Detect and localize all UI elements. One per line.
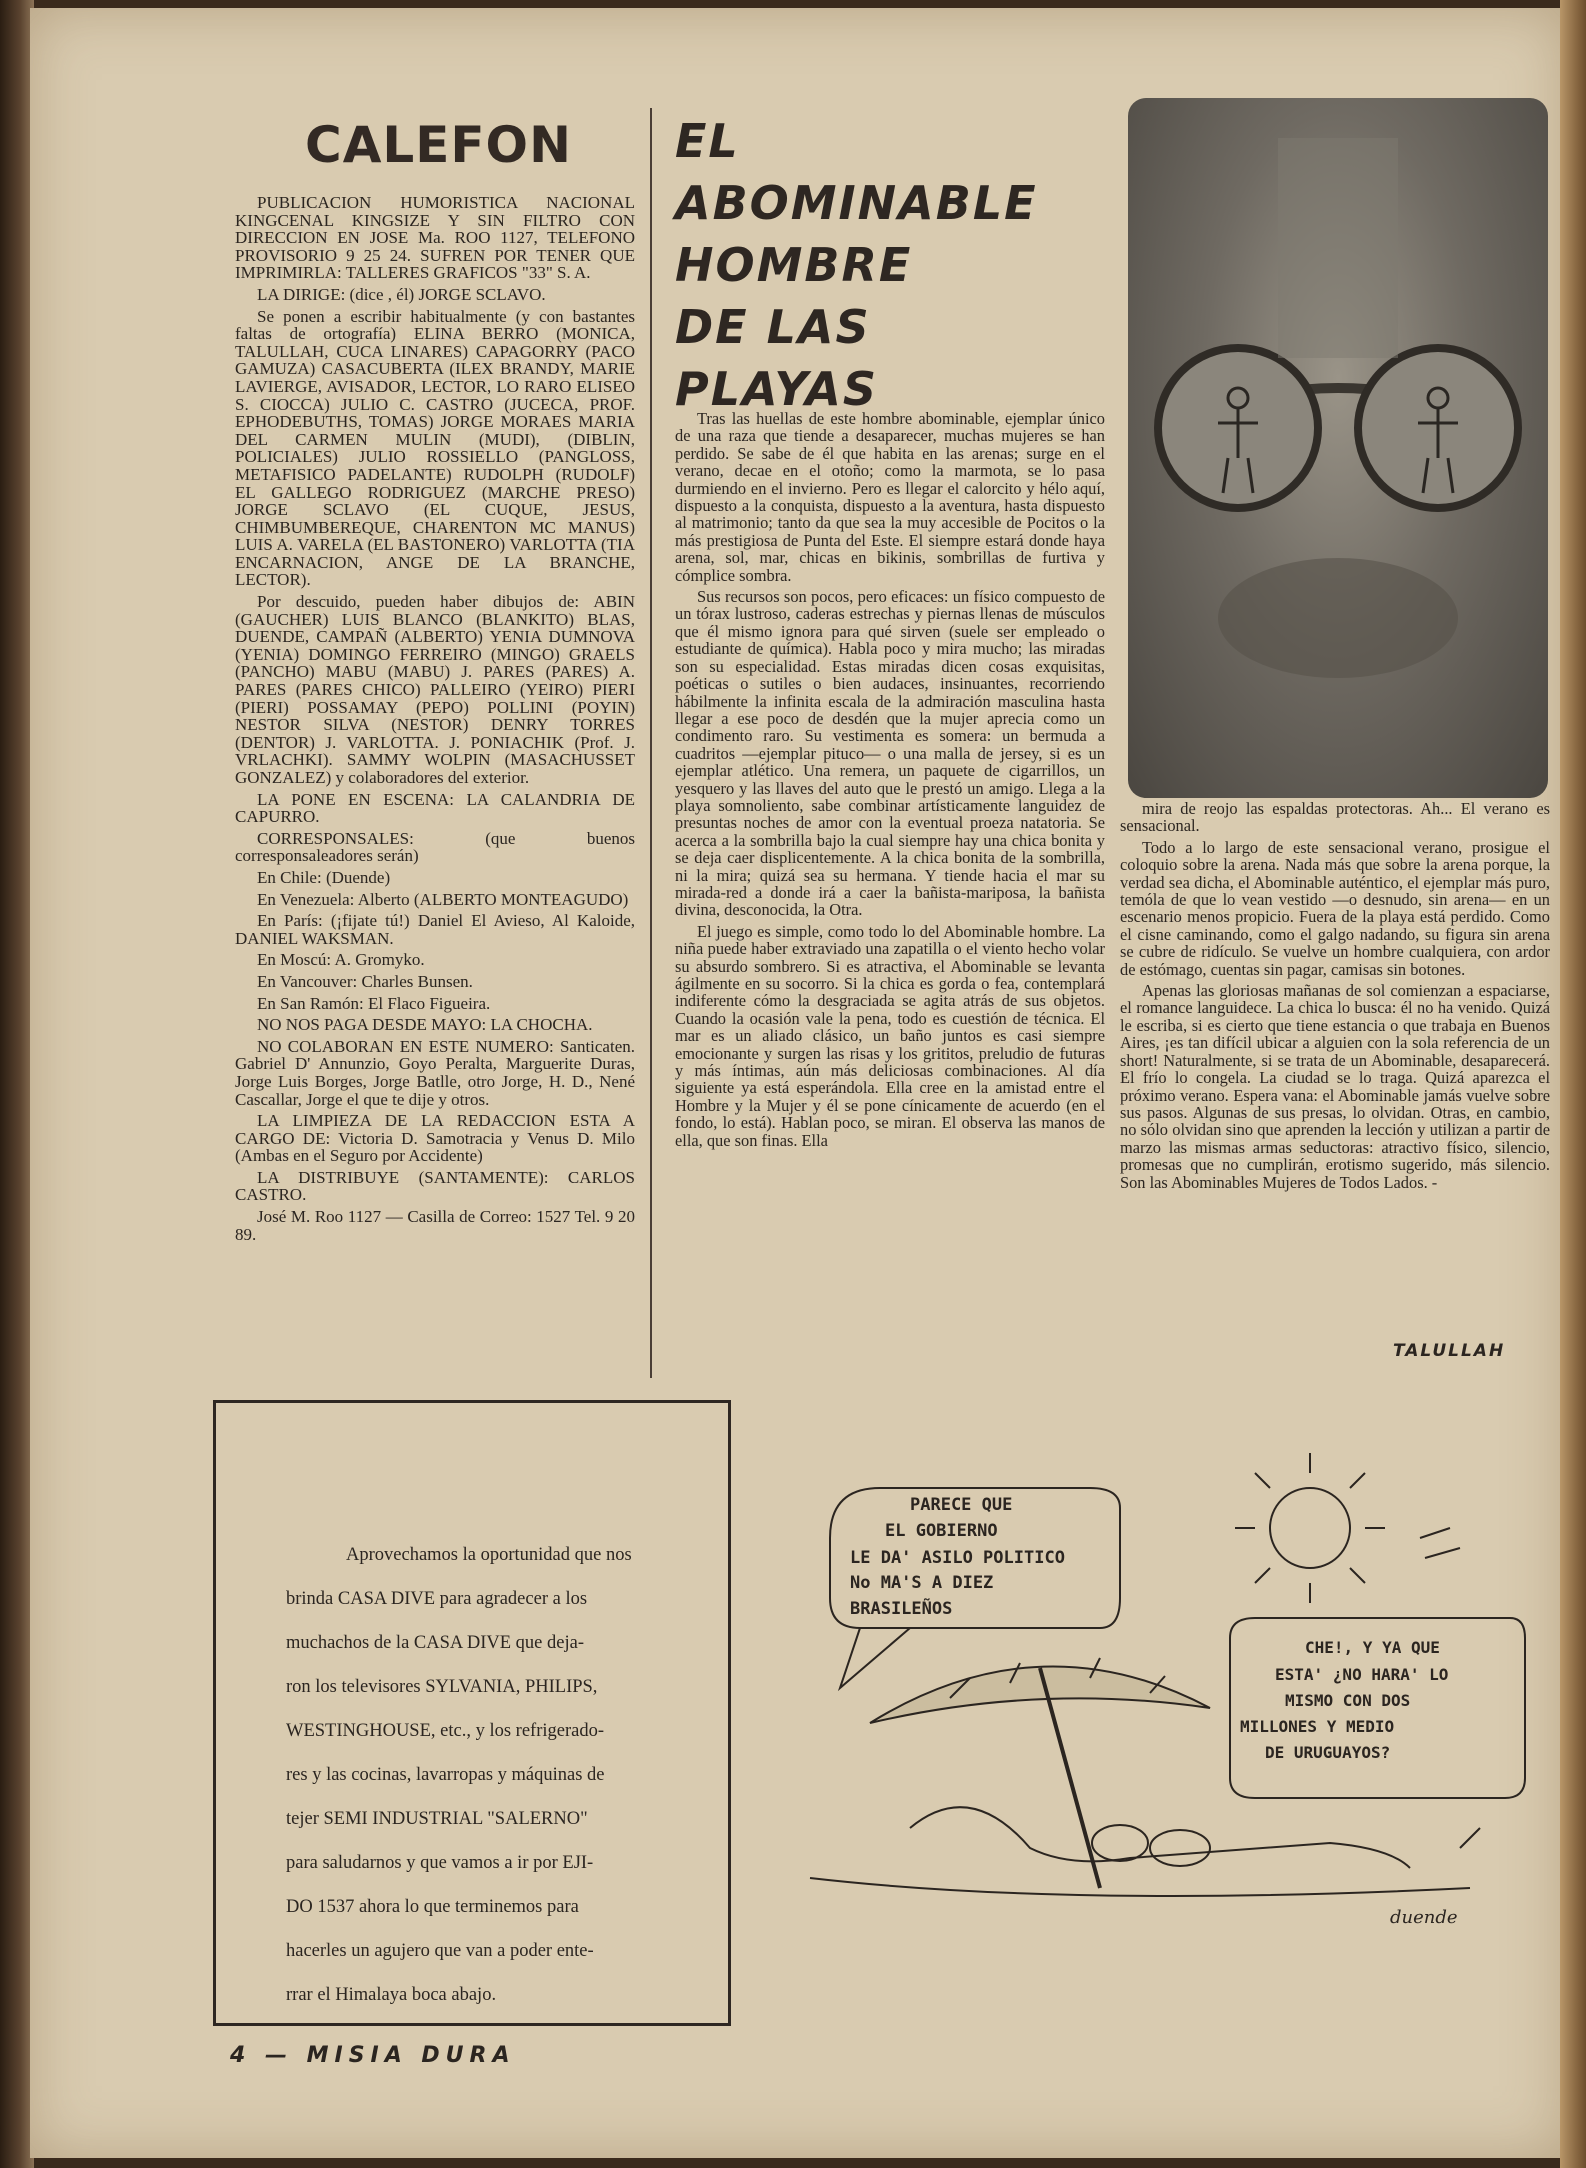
paragraph: Por descuido, pueden haber dibujos de: ABIN (GAUCHER) LUIS BLANCO (BLANKITO) BLAS, DUENDE, CAMPAÑ (ALBERTO) YENIA DUMNOVA (YENIA) DOMINGO FERREIRO (MINGO) GRAELS (PANCHO) MABU (MABU) J. PARES (PARES) A. PARES (PARES CHICO) PALLEIRO (YEIRO) PIERI (PIERI) POSSAMAY (PEPO) POLLINI (POYIN) NESTOR SILVA (NESTOR) DENRY TORRES (DENTOR) J. VARLOTTA. J. PONIACHIK (Prof. J. VRLACHKI). SAMMY WOLPIN (MASACHUSSET GONZALEZ) y colaboradores del exterior.	[235, 592, 635, 787]
paragraph: LA DIRIGE: (dice , él) JORGE SCLAVO.	[257, 284, 546, 304]
paragraph: NO COLABORAN EN ESTE NUMERO: Santicaten. Gabriel D' Annunzio, Goyo Peralta, Marguerite Duras, Jorge Luis Borges, Jorge Batlle, otro Jorge, H. D., Nené Cascallar, Jorge el que te dije y otros.	[235, 1036, 635, 1109]
magazine-page	[30, 8, 1565, 2158]
book-binding	[0, 0, 34, 2168]
paragraph: El juego es simple, como todo lo del Abominable hombre. La niña puede haber extraviado una zapatilla o el viento hecho volar su absurdo sombrero. Si es atractiva, el Abominable se levanta ágilmente en su socorro. Si la chica es gorda o fea, contemplará indiferente cómo la desgraciada se agita atrás de sus objetos. Cuando la ocasión vale la pena, todo es cuestión de técnica. El mar es un aliado clásico, un baño juntos es casi siempre emocionante y surgen las risas y los grititos, preludio de futuras y más íntimas, aún más deliciosas combinaciones. Al día siguiente ya está esperándola. Ella cree en la amistad entre el Hombre y la Mujer y él se pone cínicamente de acuerdo (en el fondo, lo está). Hablan poco, se miran. El observa las manos de ella, que son finas. Ella	[675, 921, 1105, 1150]
bubble-left-line: BRASILEÑOS	[850, 1599, 953, 1619]
page-edge	[1560, 0, 1586, 2168]
notice-line: para saludarnos y que vamos a ir por EJI-	[286, 1853, 594, 1873]
paragraph: En Chile: (Duende)	[257, 867, 391, 887]
article-headline	[675, 110, 1038, 420]
paragraph: mira de reojo las espaldas protectoras. Ah... El verano es sensacional.	[1120, 799, 1550, 836]
bubble-left-line: PARECE QUE	[910, 1495, 1013, 1515]
article-column-right	[1120, 800, 1550, 1195]
notice-line: ron los televisores SYLVANIA, PHILIPS,	[286, 1677, 598, 1697]
paragraph: LA DISTRIBUYE (SANTAMENTE): CARLOS CASTRO.	[235, 1167, 635, 1205]
article-column-middle	[675, 410, 1105, 1153]
author-signature: TALULLAH	[1393, 1341, 1506, 1361]
bubble-right-line: ESTA' ¿NO HARA' LO	[1275, 1665, 1449, 1684]
notice-line: rrar el Himalaya boca abajo.	[286, 1985, 497, 2005]
notice-line: DO 1537 ahora lo que terminemos para	[286, 1897, 579, 1917]
headline-line: PLAYAS	[675, 362, 878, 416]
paragraph: José M. Roo 1127 — Casilla de Correo: 1527 Tel. 9 20 89.	[235, 1207, 635, 1244]
thank-you-notice-box	[213, 1400, 731, 2026]
notice-line: hacerles un agujero que van a poder ente-	[286, 1941, 594, 1961]
paragraph: En Venezuela: Alberto (ALBERTO MONTEAGUDO)	[257, 889, 629, 909]
paragraph: En París: (¡fijate tú!) Daniel El Avieso, Al Kaloide, DANIEL WAKSMAN.	[235, 911, 635, 948]
notice-line: tejer SEMI INDUSTRIAL "SALERNO"	[286, 1809, 588, 1829]
headline-line: EL	[675, 114, 740, 168]
bubble-right-line: DE URUGUAYOS?	[1265, 1743, 1391, 1762]
notice-line: Aprovechamos la oportunidad que nos	[346, 1545, 632, 1565]
page-footer: 4 — MISIA DURA	[230, 2043, 516, 2068]
paragraph: En Moscú: A. Gromyko.	[257, 950, 425, 970]
paragraph: Sus recursos son pocos, pero eficaces: un físico compuesto de un tórax lustroso, caderas estrechas y piernas llenas de músculos que él mismo ignora para qué sirven (suele ser empleado o estudiante de química). Habla poco y mira mucho; las miradas son su especialidad. Estas miradas dicen cosas exquisitas, poéticas o sutiles o bien audaces, insinuantes, recorriendo hábilmente la infinita escala de la admiración masculina hasta llegar a ese poco de desdén que la mujer aprecia como un condimento raro. Su vestimenta es somera: un bermuda a cuadritos —ejemplar pituco— o una malla de jersey, si es un ejemplar atlético. Una remera, un paquete de cigarrillos, un yesquero y las llaves del auto que le prestó un amigo. Llega a la playa somnoliento, sabe combinar artísticamente languidez de presuntas noches de amor con la eventual proeza natatoria. Se acerca a la sombrilla bajo la cual siempre hay una chica bonita y se deja caer displicentemente. A la chica bonita de la sombrilla, ni la mira; quizá sea su hermana. Y tiende hacia el mar su mirada-red a donde irá a caer la bañista-mariposa, la bañista divina, desconocida, la Otra.	[675, 587, 1105, 920]
masthead-title: CALEFON	[305, 116, 572, 174]
headline-line: HOMBRE	[675, 238, 913, 292]
headline-line: DE LAS	[675, 300, 871, 354]
sunglasses-photo	[1128, 98, 1548, 798]
paragraph: Apenas las gloriosas mañanas de sol comienzan a espaciarse, el romance languidece. La chica lo busca: él no ha venido. Quizá le escriba, si es cierto que tiene estancia o que trabaja en Buenos Aires, ¡es tan difícil ubicar a alguien con la sola referencia de un short! Naturalmente, si se trata de un Abominable, desaparecerá. El frío lo congela. La ciudad se lo traga. Quizá aparezca el próximo verano. Espera vana: el Abominable jamás vuelve sobre sus pasos. Algunas de sus presas, lo olvidan. Otras, en cambio, no sólo olvidan sino que aprenden la lección y utilizan a partir de marzo las mismas armas seductoras: atractivo físico, silencio, promesas que no cumplirán, erotismo sugerido, más silencio. Son las Abominables Mujeres de Todos Lados. -	[1120, 981, 1550, 1192]
notice-line: WESTINGHOUSE, etc., y los refrigerado-	[286, 1721, 605, 1741]
paragraph: NO NOS PAGA DESDE MAYO: LA CHOCHA.	[257, 1015, 593, 1035]
headline-line: ABOMINABLE	[675, 176, 1038, 230]
paragraph: PUBLICACION HUMORISTICA NACIONAL KINGCENAL KINGSIZE Y SIN FILTRO CON DIRECCION EN JOSE Ma. ROO 1127, TELEFONO PROVISORIO 9 25 24. SUFREN POR TENER QUE IMPRIMIRLA: TALLERES GRAFICOS "33" S. A.	[235, 193, 635, 283]
column-divider	[650, 108, 652, 1378]
bubble-left-line: No MA'S A DIEZ	[850, 1573, 994, 1593]
notice-line: res y las cocinas, lavarropas y máquinas de	[286, 1765, 605, 1785]
cartoon-artist-signature: duende	[1390, 1907, 1458, 1928]
credits-column	[235, 194, 635, 1247]
paragraph: Se ponen a escribir habitualmente (y con bastantes faltas de ortografía) ELINA BERRO (MONICA, TALULLAH, CUCA LINARES) CAPAGORRY (PACO GAMUZA) CASACUBERTA (ILEX BRANDY, MARIE LAVIERGE, AVISADOR, LECTOR, LO RARO ELISEO S. CIOCCA) JULIO C. CASTRO (JUCECA, PROF. EPHODEBUTHS, TOMAS) JORGE MORAES MARIA DEL CARMEN MULIN (MUDI), (DIBLIN, POLICIALES) JULIO ROSSIELLO (PANGLOSS, METAFISICO PADELANTE) RUDOLPH (RUDOLF) EL GALLEGO RODRIGUEZ (MARCHE PRESO) JORGE SCLAVO (EL CUQUE, JESUS, CHIMBUMBEREQUE, CHARENTON MC MANUS) LUIS A. VARELA (EL BASTONERO) VARLOTTA (TIA ENCARNACION, ANGE DE LA BRANCHE, LECTOR).	[235, 306, 635, 590]
thank-you-notice-text	[286, 1533, 681, 2017]
bubble-left-line: EL GOBIERNO	[885, 1521, 998, 1541]
paragraph: En San Ramón: El Flaco Figueira.	[257, 993, 491, 1013]
paragraph: Tras las huellas de este hombre abominable, ejemplar único de una raza que tiende a desaparecer, muchas mujeres se han perdido. Se sabe de él que habita en las arenas; surge en el verano, decae en el otoño; como la marmota, se lo pasa durmiendo en el invierno. Pero es llegar el calorcito y hélo aquí, dispuesto a la conquista, dispuesto a la aventura, hasta dispuesto al matrimonio; tanto da que sea la muy accesible de Pocitos o la más prestigiosa de Punta del Este. El siempre estará donde haya arena, sol, mar, chicas en bikinis, sombrillas de furtiva y cómplice sombra.	[675, 409, 1105, 585]
paragraph: LA LIMPIEZA DE LA REDACCION ESTA A CARGO DE: Victoria D. Samotracia y Venus D. Milo (Ambas en el Seguro por Accidente)	[235, 1111, 635, 1166]
bubble-right-line: MILLONES Y MEDIO	[1240, 1717, 1395, 1736]
paragraph: CORRESPONSALES: (que buenos corresponsaleadores serán)	[235, 828, 635, 866]
paragraph: En Vancouver: Charles Bunsen.	[257, 971, 473, 991]
beach-cartoon	[770, 1448, 1560, 1948]
bubble-right-line: CHE!, Y YA QUE	[1305, 1638, 1440, 1657]
notice-line: brinda CASA DIVE para agradecer a los	[286, 1589, 588, 1609]
paragraph: Todo a lo largo de este sensacional verano, prosigue el coloquio sobre la arena. Nada más que sobre la arena porque, la verdad sea dicha, el Abominable auténtico, el ejemplar más puro, temóla de que lo vean vestido —o desnudo, sin arena— en un escenario menos propicio. Fuera de la playa está perdido. Como el cisne caminando, como el galgo nadando, su figura sin arena se cubre de ridículo. Se vuelve un hombre cualquiera, con ardor de estómago, cuentas sin pagar, camisas sin botones.	[1120, 837, 1550, 979]
paragraph: LA PONE EN ESCENA: LA CALANDRIA DE CAPURRO.	[235, 789, 635, 827]
bubble-right-line: MISMO CON DOS	[1285, 1691, 1411, 1710]
bubble-left-line: LE DA' ASILO POLITICO	[850, 1548, 1065, 1568]
notice-line: muchachos de la CASA DIVE que deja-	[286, 1633, 584, 1653]
